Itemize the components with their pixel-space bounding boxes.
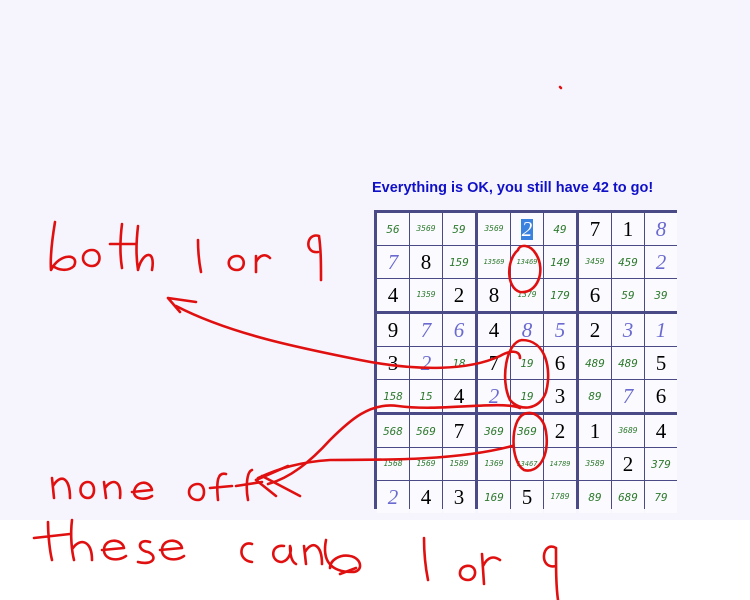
- candidate-text: 1568: [383, 459, 403, 468]
- sudoku-board: [374, 210, 677, 509]
- digit-text: 5: [655, 350, 667, 375]
- digit-text: 7: [387, 249, 399, 274]
- candidate-text: 3569: [416, 224, 436, 233]
- candidate-text: 13569: [483, 257, 505, 266]
- candidate-text: 1359: [416, 290, 436, 299]
- digit-text: 2: [488, 383, 500, 408]
- candidate-text: 169: [484, 490, 504, 504]
- cell-r8c3[interactable]: [443, 448, 475, 480]
- cell-r4c7[interactable]: [579, 314, 611, 346]
- cell-r8c5[interactable]: [511, 448, 543, 480]
- candidate-text: 3569: [484, 224, 504, 233]
- candidate-text: 79: [654, 490, 668, 504]
- cell-r4c4[interactable]: [478, 314, 510, 346]
- cell-r7c8[interactable]: [612, 415, 644, 447]
- candidate-text: 89: [588, 490, 602, 504]
- cell-r1c6[interactable]: [544, 213, 576, 245]
- digit-text: 1: [655, 317, 667, 342]
- cell-r3c9[interactable]: [645, 279, 677, 311]
- candidate-text: 459: [618, 255, 638, 269]
- cell-r5c1[interactable]: [377, 347, 409, 379]
- digit-text: 2: [622, 451, 634, 476]
- candidate-text: 489: [585, 356, 605, 370]
- cell-r3c4[interactable]: [478, 279, 510, 311]
- candidate-text: 1369: [484, 459, 504, 468]
- cell-r4c2[interactable]: [410, 314, 442, 346]
- cell-r3c5[interactable]: [511, 279, 543, 311]
- candidate-text: 14789: [549, 459, 571, 468]
- candidate-text: 159: [449, 255, 469, 269]
- digit-text: 2: [589, 317, 601, 342]
- cell-r8c6[interactable]: [544, 448, 576, 480]
- cell-r6c8[interactable]: [612, 380, 644, 412]
- cell-r9c8[interactable]: [612, 481, 644, 513]
- digit-text: 7: [453, 418, 465, 443]
- cell-r8c1[interactable]: [377, 448, 409, 480]
- cell-r7c9[interactable]: [645, 415, 677, 447]
- cell-r1c9[interactable]: [645, 213, 677, 245]
- candidate-text: 49: [553, 222, 567, 236]
- candidate-text: 369: [484, 424, 504, 438]
- candidate-text: 569: [416, 424, 436, 438]
- digit-text: 4: [420, 484, 432, 509]
- cell-r5c4[interactable]: [478, 347, 510, 379]
- candidate-text: 379: [651, 457, 671, 471]
- digit-text: 3: [554, 383, 566, 408]
- digit-text: 4: [488, 317, 500, 342]
- cell-r6c6[interactable]: [544, 380, 576, 412]
- cell-r4c5[interactable]: [511, 314, 543, 346]
- digit-text: 6: [554, 350, 566, 375]
- cell-r2c6[interactable]: [544, 246, 576, 278]
- candidate-text: 56: [386, 222, 400, 236]
- candidate-text: 59: [621, 288, 635, 302]
- cell-r9c2[interactable]: [410, 481, 442, 513]
- cell-r3c3[interactable]: [443, 279, 475, 311]
- cell-r5c7[interactable]: [579, 347, 611, 379]
- digit-text: 7: [488, 350, 500, 375]
- cell-r7c5[interactable]: [511, 415, 543, 447]
- handwritten-these-can-be-1-or-9: [34, 520, 558, 600]
- cell-r6c3[interactable]: [443, 380, 475, 412]
- digit-text: 8: [488, 282, 500, 307]
- digit-text: 2: [420, 350, 432, 375]
- cell-r2c2[interactable]: [410, 246, 442, 278]
- cell-r2c7[interactable]: [579, 246, 611, 278]
- cell-r7c1[interactable]: [377, 415, 409, 447]
- cell-r7c3[interactable]: [443, 415, 475, 447]
- digit-text: 9: [387, 317, 399, 342]
- cell-r1c2[interactable]: [410, 213, 442, 245]
- cell-r4c9[interactable]: [645, 314, 677, 346]
- cell-r5c9[interactable]: [645, 347, 677, 379]
- digit-text: 2: [655, 249, 667, 274]
- digit-text: 4: [453, 383, 465, 408]
- cell-r6c1[interactable]: [377, 380, 409, 412]
- cell-r9c3[interactable]: [443, 481, 475, 513]
- digit-text: 2: [387, 484, 399, 509]
- digit-text: 1: [622, 216, 634, 241]
- candidate-text: 1379: [517, 290, 537, 299]
- candidate-text: 1569: [416, 459, 436, 468]
- candidate-text: 19: [520, 389, 534, 403]
- candidate-text: 3459: [585, 257, 605, 266]
- digit-text: 6: [589, 282, 601, 307]
- candidate-text: 39: [654, 288, 668, 302]
- candidate-text: 18: [452, 356, 466, 370]
- cell-r1c7[interactable]: [579, 213, 611, 245]
- cell-r8c2[interactable]: [410, 448, 442, 480]
- cell-r3c8[interactable]: [612, 279, 644, 311]
- cell-r6c5[interactable]: [511, 380, 543, 412]
- candidate-text: 59: [452, 222, 466, 236]
- candidate-text: 15: [419, 389, 433, 403]
- cell-r1c1[interactable]: [377, 213, 409, 245]
- cell-r3c2[interactable]: [410, 279, 442, 311]
- cell-r4c6[interactable]: [544, 314, 576, 346]
- cell-r7c7[interactable]: [579, 415, 611, 447]
- cell-r2c3[interactable]: [443, 246, 475, 278]
- candidate-text: 3589: [585, 459, 605, 468]
- cell-r4c8[interactable]: [612, 314, 644, 346]
- digit-text: 3: [622, 317, 634, 342]
- cell-r9c5[interactable]: [511, 481, 543, 513]
- cell-r5c3[interactable]: [443, 347, 475, 379]
- digit-text: 3: [387, 350, 399, 375]
- cell-r5c5[interactable]: [511, 347, 543, 379]
- cell-r7c4[interactable]: [478, 415, 510, 447]
- cell-r1c8[interactable]: [612, 213, 644, 245]
- digit-text: 6: [655, 383, 667, 408]
- cell-r9c1[interactable]: [377, 481, 409, 513]
- digit-text: 5: [554, 317, 566, 342]
- candidate-text: 89: [588, 389, 602, 403]
- cell-r1c4[interactable]: [478, 213, 510, 245]
- digit-text: 7: [589, 216, 601, 241]
- digit-text: 2: [521, 216, 533, 241]
- cell-r8c4[interactable]: [478, 448, 510, 480]
- cell-r7c2[interactable]: [410, 415, 442, 447]
- digit-text: 6: [453, 317, 465, 342]
- cell-r4c1[interactable]: [377, 314, 409, 346]
- candidate-text: 19: [520, 356, 534, 370]
- digit-text: 3: [453, 484, 465, 509]
- cell-r8c9[interactable]: [645, 448, 677, 480]
- cell-r5c6[interactable]: [544, 347, 576, 379]
- cell-r9c9[interactable]: [645, 481, 677, 513]
- candidate-text: 158: [383, 389, 403, 403]
- cell-r1c3[interactable]: [443, 213, 475, 245]
- cell-r2c8[interactable]: [612, 246, 644, 278]
- digit-text: 1: [589, 418, 601, 443]
- cell-r5c8[interactable]: [612, 347, 644, 379]
- digit-text: 2: [554, 418, 566, 443]
- digit-text: 2: [453, 282, 465, 307]
- cell-r1c5[interactable]: [511, 213, 543, 245]
- digit-text: 8: [420, 249, 432, 274]
- digit-text: 7: [622, 383, 634, 408]
- cell-r2c5[interactable]: [511, 246, 543, 278]
- candidate-text: 13469: [516, 257, 538, 266]
- digit-text: 4: [655, 418, 667, 443]
- cell-r3c1[interactable]: [377, 279, 409, 311]
- cell-r7c6[interactable]: [544, 415, 576, 447]
- digit-text: 8: [521, 317, 533, 342]
- cell-r6c4[interactable]: [478, 380, 510, 412]
- candidate-text: 689: [618, 490, 638, 504]
- cell-r2c4[interactable]: [478, 246, 510, 278]
- cell-r2c1[interactable]: [377, 246, 409, 278]
- cell-r3c7[interactable]: [579, 279, 611, 311]
- candidate-text: 1589: [449, 459, 469, 468]
- candidate-text: 568: [383, 424, 403, 438]
- candidate-text: 149: [550, 255, 570, 269]
- candidate-text: 179: [550, 288, 570, 302]
- candidate-text: 369: [517, 424, 537, 438]
- cell-r4c3[interactable]: [443, 314, 475, 346]
- digit-text: 4: [387, 282, 399, 307]
- digit-text: 5: [521, 484, 533, 509]
- candidate-text: 1789: [550, 492, 570, 501]
- digit-text: 8: [655, 216, 667, 241]
- candidate-text: 489: [618, 356, 638, 370]
- cell-r6c9[interactable]: [645, 380, 677, 412]
- cell-r9c4[interactable]: [478, 481, 510, 513]
- candidate-text: 13467: [516, 459, 538, 468]
- digit-text: 7: [420, 317, 432, 342]
- candidate-text: 3689: [618, 426, 638, 435]
- status-message: Everything is OK, you still have 42 to go!: [372, 180, 654, 196]
- cell-r9c6[interactable]: [544, 481, 576, 513]
- cell-r5c2[interactable]: [410, 347, 442, 379]
- cell-r2c9[interactable]: [645, 246, 677, 278]
- cell-r8c8[interactable]: [612, 448, 644, 480]
- cell-r8c7[interactable]: [579, 448, 611, 480]
- cell-r3c6[interactable]: [544, 279, 576, 311]
- cell-r6c2[interactable]: [410, 380, 442, 412]
- cell-r6c7[interactable]: [579, 380, 611, 412]
- cell-r9c7[interactable]: [579, 481, 611, 513]
